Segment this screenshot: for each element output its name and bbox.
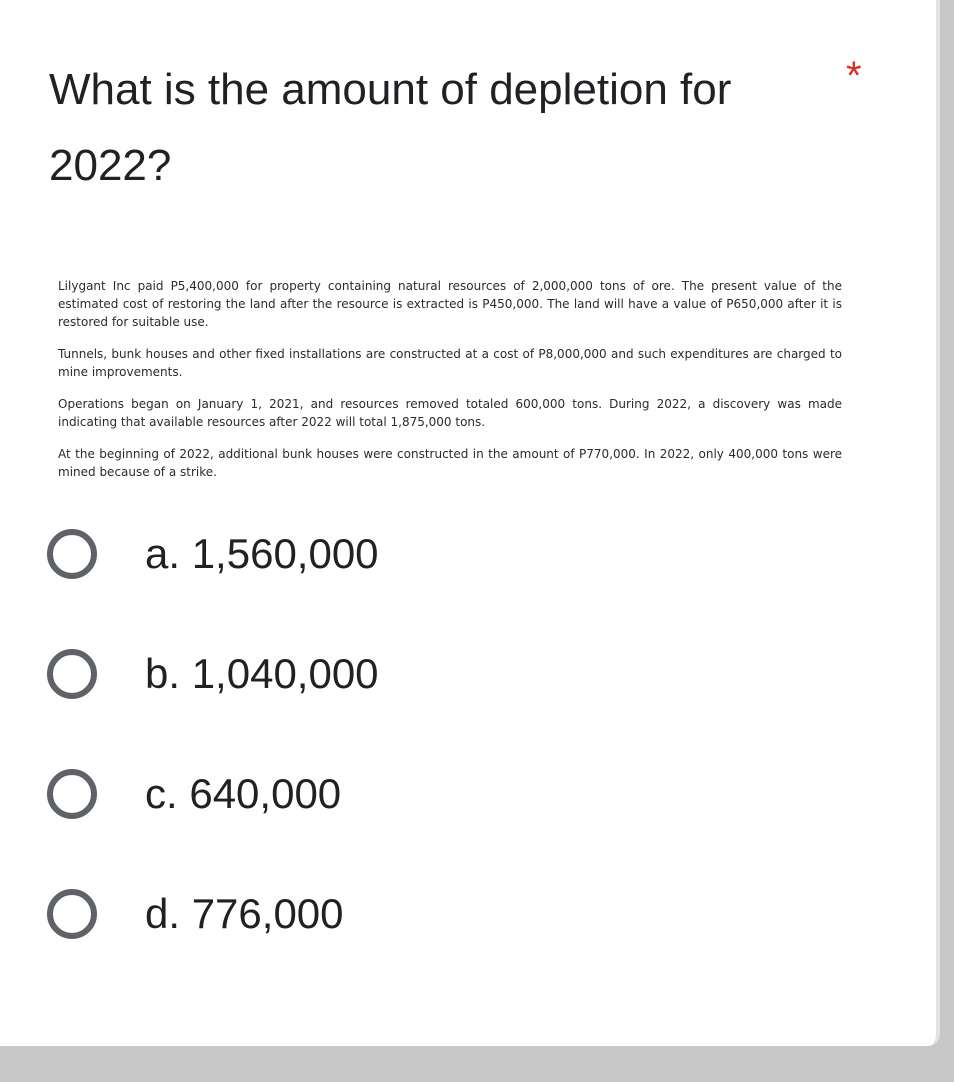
required-asterisk: * (846, 54, 862, 98)
question-image-passage (58, 277, 842, 495)
passage-paragraph: At the beginning of 2022, additional bunk houses were constructed in the amount of P770,000. In 2022, only 400,000 tons were mined because of a strike. (58, 447, 842, 479)
option-label[interactable]: d. 776,000 (145, 890, 344, 937)
option-label[interactable]: c. 640,000 (145, 770, 342, 817)
radio-button-icon[interactable] (47, 889, 97, 939)
option-a[interactable] (47, 524, 379, 584)
passage-paragraph: Tunnels, bunk houses and other fixed installations are constructed at a cost of P8,000,000 and such expenditures are charged to mine improvements. (58, 347, 842, 379)
radio-button-icon[interactable] (47, 649, 97, 699)
option-c[interactable] (47, 764, 341, 824)
option-label[interactable]: a. 1,560,000 (145, 530, 379, 577)
option-b[interactable] (47, 644, 379, 704)
radio-button-icon[interactable] (47, 529, 97, 579)
question-title: What is the amount of depletion for 2022? (49, 65, 732, 190)
option-label[interactable]: b. 1,040,000 (145, 650, 379, 697)
passage-paragraph: Lilygant Inc paid P5,400,000 for property containing natural resources of 2,000,000 tons of ore. The present value of the estimated cost of restoring the land after the resource is extracted is P450,000. The land will have a value of P650,000 after it is restored for suitable use. (58, 279, 842, 329)
radio-button-icon[interactable] (47, 769, 97, 819)
option-d[interactable] (47, 884, 344, 944)
passage-paragraph: Operations began on January 1, 2021, and resources removed totaled 600,000 tons. During 2022, a discovery was made indicating that available resources after 2022 will total 1,875,000 tons. (58, 397, 842, 429)
